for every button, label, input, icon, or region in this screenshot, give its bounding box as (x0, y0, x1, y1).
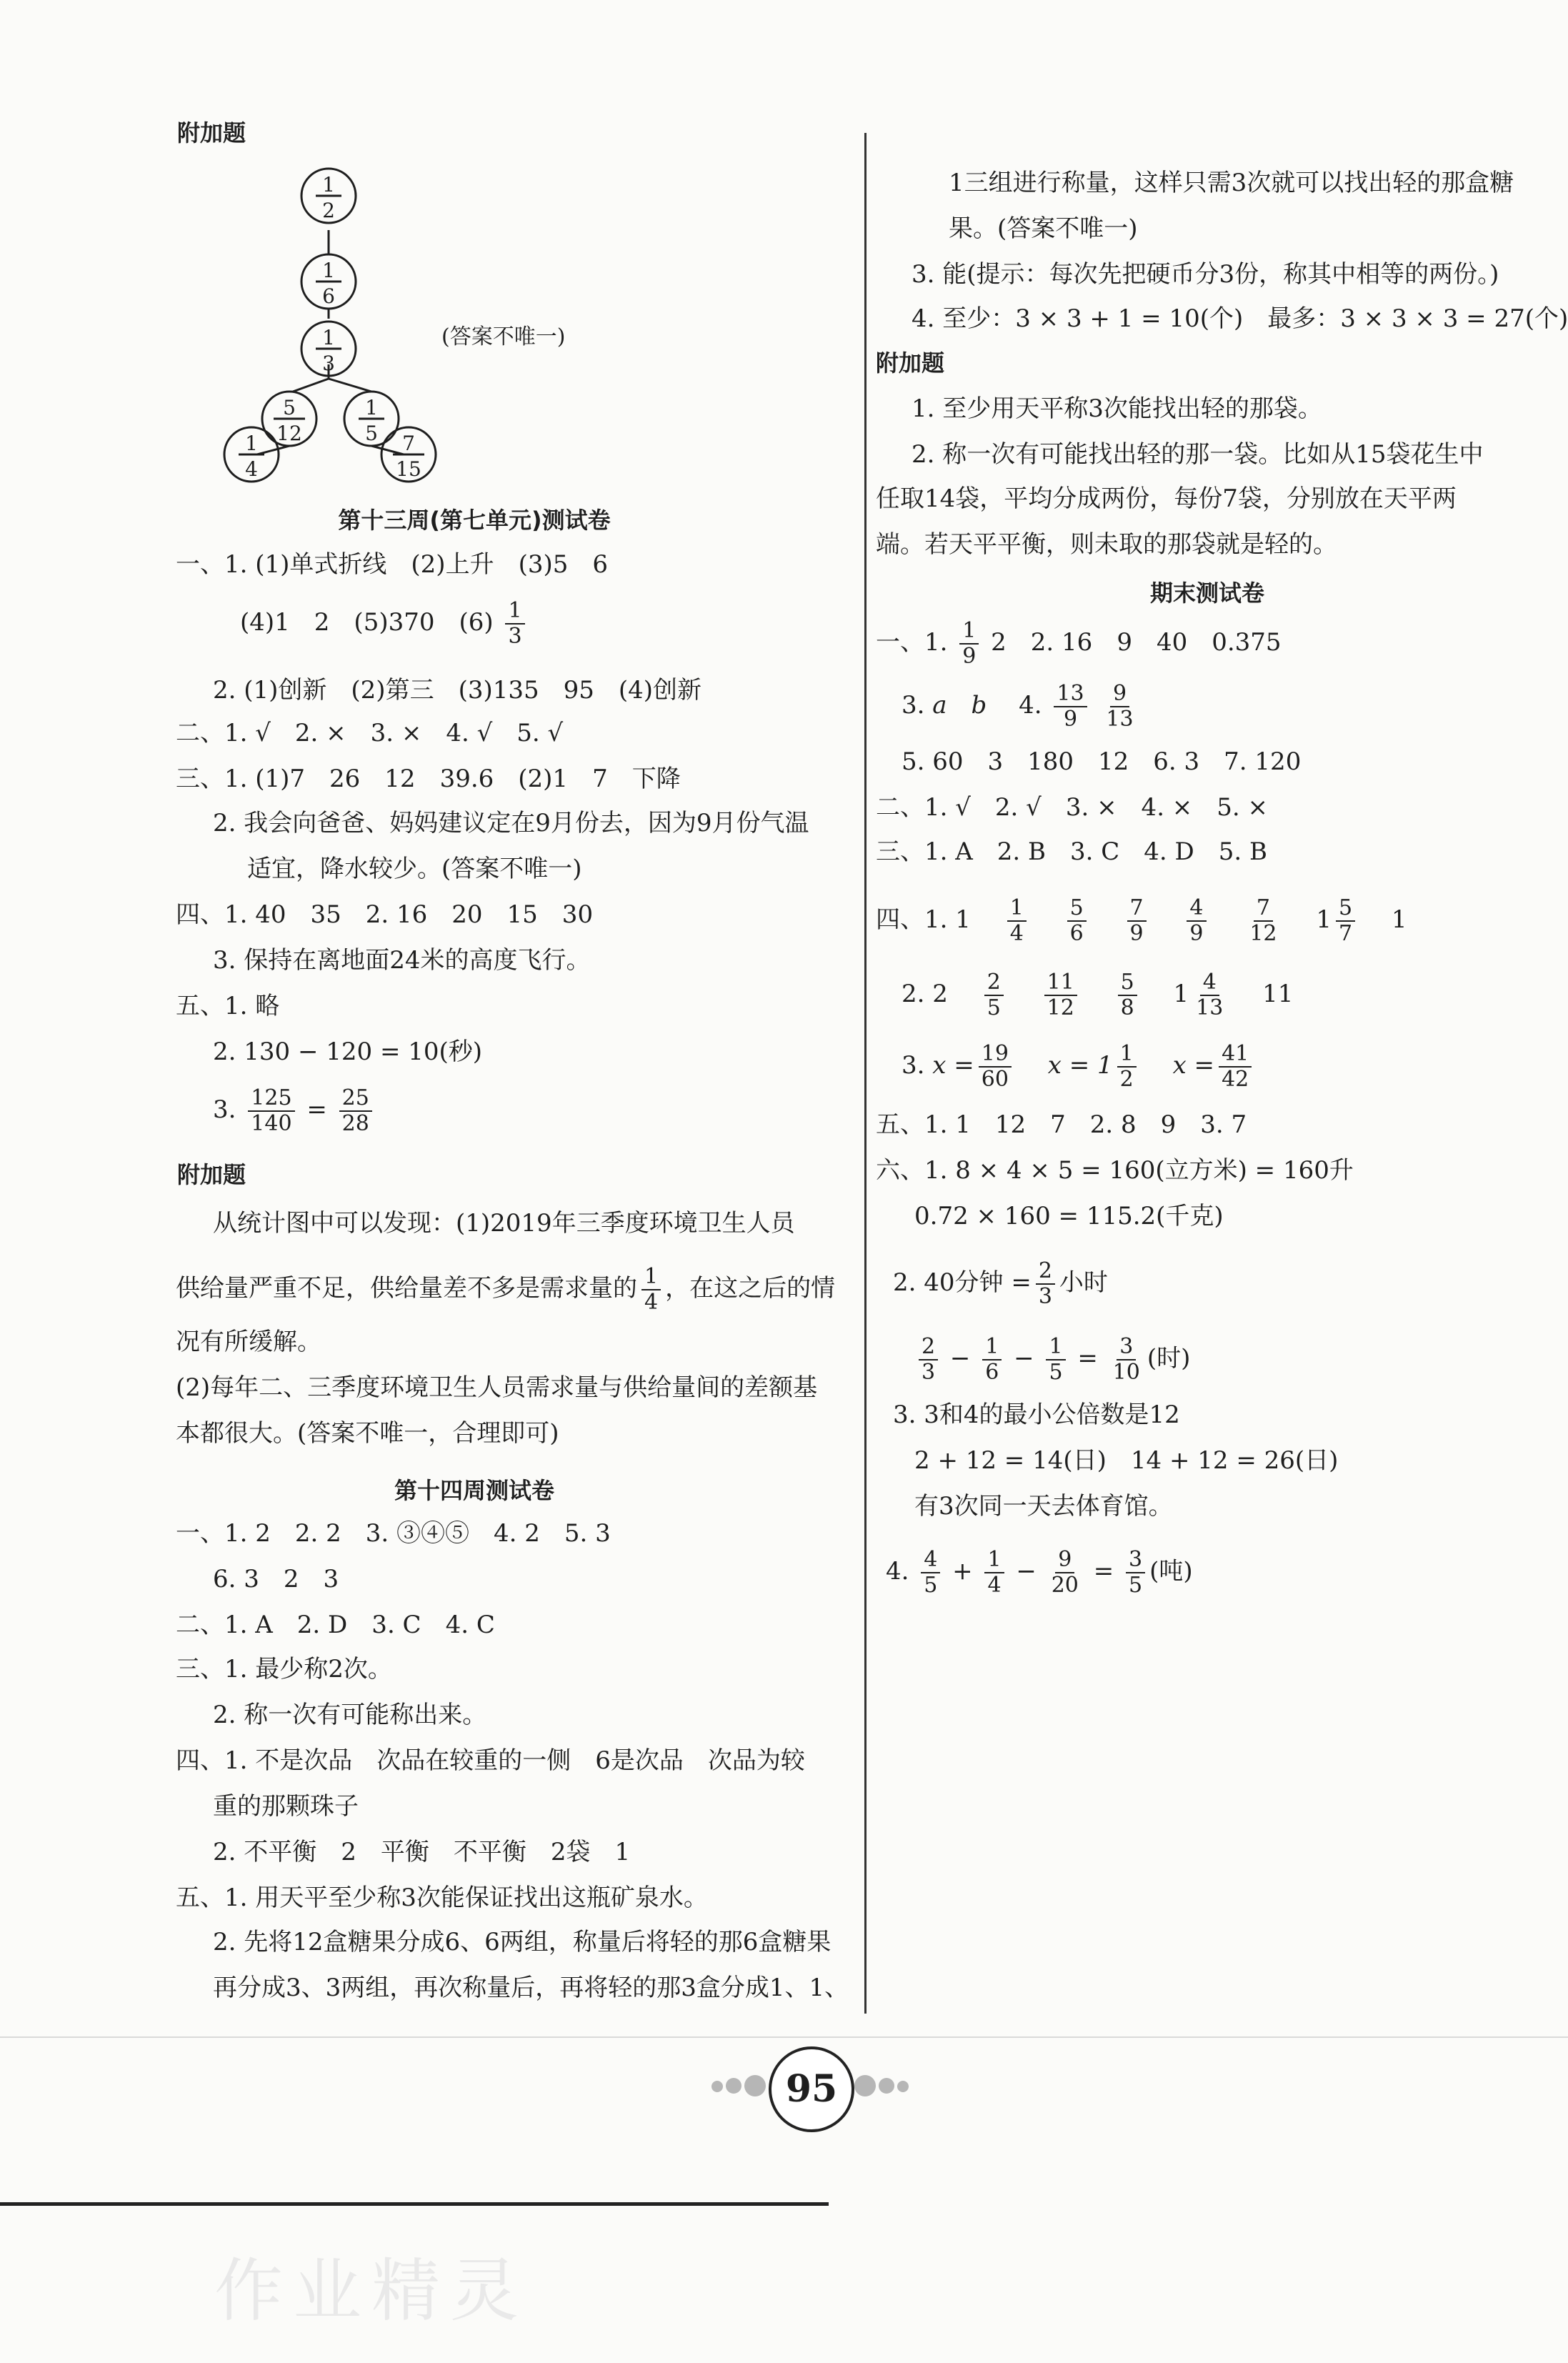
tree-node-4-num: 5 (283, 396, 296, 419)
right-line-8: 端。若天平平衡，则未取的那袋就是轻的。 (876, 530, 1337, 559)
bonus-title-1: 附加题 (177, 119, 246, 146)
w13-line-12: 3. $\frac{125}{140}$ = $\frac{25}{28}$ (213, 1086, 376, 1136)
w14-line-1: 一、1. 2 2. 2 3. ③④⑤ 4. 2 5. 3 (176, 1519, 611, 1548)
fraction-tree-diagram (214, 161, 450, 490)
w14-line-6: 四、1. 不是次品 次品在较重的一侧 6是次品 次品为较 (176, 1746, 805, 1775)
footer-rule (0, 2036, 1568, 2038)
fraction: $\frac{1}{4}$ (984, 1548, 1004, 1598)
final-exam-title: 期末测试卷 (1149, 579, 1264, 607)
bottom-bar (0, 2202, 829, 2206)
fraction: $\frac{4}{9}$ (1187, 896, 1206, 946)
fraction: $\frac{5}{7}$ (1336, 896, 1355, 946)
w14-line-2: 6. 3 2 3 (213, 1565, 339, 1593)
tree-node-7-den: 15 (396, 457, 421, 481)
fraction: $\frac{19}{60}$ (979, 1042, 1012, 1092)
w13-line-4: 二、1. √ 2. × 3. × 4. √ 5. √ (176, 719, 564, 747)
bonus2-line-3: 况有所缓解。 (176, 1328, 321, 1356)
fraction: $\frac{5}{8}$ (1118, 970, 1137, 1020)
right-line-7: 任取14袋，平均分成两份，每份7袋，分别放在天平两 (876, 484, 1457, 513)
final-line-12: 2. 40分钟 = $\frac{2}{3}$ 小时 (893, 1258, 1108, 1309)
w13-line-2 (240, 599, 529, 649)
w14-line-8: 2. 不平衡 2 平衡 不平衡 2袋 1 (213, 1838, 631, 1866)
column-divider (864, 133, 867, 2014)
tree-node-5-den: 5 (365, 422, 378, 445)
right-line-2: 果。(答案不唯一) (949, 214, 1138, 243)
fraction: $\frac{13}{9}$ (1054, 682, 1087, 732)
fraction: $\frac{7}{12}$ (1249, 895, 1277, 946)
w14-line-4: 三、1. 最少称2次。 (176, 1655, 392, 1683)
fraction: $\frac{11}{12}$ (1044, 970, 1077, 1020)
w14-line-9: 五、1. 用天平至少称3次能保证找出这瓶矿泉水。 (176, 1884, 708, 1912)
fraction: $\frac{7}{9}$ (1127, 896, 1147, 946)
w13-line-10: 五、1. 略 (176, 992, 280, 1020)
final-line-5: 三、1. A 2. B 3. C 4. D 5. B (876, 837, 1268, 866)
final-line-10: 六、1. 8 × 4 × 5 = 160(立方米) = 160升 (876, 1156, 1354, 1185)
final-line-13: $\frac{2}{3}$ − $\frac{1}{6}$ − $\frac{1}{5}$ = $\frac{3}{10}$ (时) (914, 1335, 1190, 1385)
fraction: $\frac{2}{3}$ (1036, 1259, 1055, 1309)
fraction: $\frac{2}{3}$ (919, 1335, 938, 1385)
tree-note: (答案不唯一) (441, 324, 566, 349)
tree-node-3-num: 1 (322, 326, 335, 349)
fraction: $\frac{9}{20}$ (1051, 1547, 1079, 1598)
final-line-11: 0.72 × 160 = 115.2(千克) (914, 1202, 1224, 1230)
bonus2-line-1: 从统计图中可以发现：(1)2019年三季度环境卫生人员 (213, 1209, 795, 1238)
final-line-7: 2. 2 $\frac{2}{5}$ $\frac{11}{12}$ $\frac{5}{8}$ 1 $\frac{4}{13}$ 11 (902, 970, 1294, 1020)
w13-line-6: 2. 我会向爸爸、妈妈建议定在9月份去，因为9月份气温 (213, 809, 809, 837)
tree-node-2-den: 6 (322, 284, 335, 308)
fraction: $\frac{3}{10}$ (1112, 1334, 1140, 1385)
fraction: $\frac{1}{2}$ (1117, 1042, 1137, 1092)
week13-title: 第十三周(第七单元)测试卷 (338, 507, 611, 534)
fraction: $\frac{1}{5}$ (1046, 1335, 1065, 1385)
fraction: $\frac{5}{6}$ (1067, 896, 1087, 946)
fraction: $\frac{4}{13}$ (1196, 970, 1224, 1020)
watermark: 作业精灵 (214, 2251, 529, 2331)
w14-line-7: 重的那颗珠子 (213, 1792, 359, 1821)
final-line-6: 四、1. 1 $\frac{1}{4}$ $\frac{5}{6}$ $\frac{7}{9}$ $\frac{4}{9}$ $\frac{7}{12}$ 1 $\frac{5}{7}$ 1 (876, 895, 1407, 946)
tree-node-4-den: 12 (276, 422, 302, 445)
fraction: $\frac{3}{5}$ (1126, 1548, 1145, 1598)
w13-line-5: 三、1. (1)7 26 12 39.6 (2)1 7 下降 (176, 765, 681, 793)
fraction: $\frac{9}{13}$ (1106, 681, 1134, 732)
footer-dot (726, 2078, 741, 2094)
final-line-8: 3. x = $\frac{19}{60}$ x = 1 $\frac{1}{2}$ x = $\frac{41}{42}$ (902, 1042, 1256, 1092)
bonus-title-3: 附加题 (876, 349, 945, 377)
tree-node-7-num: 7 (402, 432, 415, 455)
w14-line-10: 2. 先将12盒糖果分成6、6两组，称量后将轻的那6盒糖果 (213, 1928, 832, 1956)
tree-node-6-num: 1 (245, 432, 258, 455)
right-line-6: 2. 称一次有可能找出轻的那一袋。比如从15袋花生中 (912, 440, 1484, 469)
tree-node-1-num: 1 (322, 173, 335, 196)
bonus2-line-2: 供给量严重不足，供给量差不多是需求量的 $\frac{1}{4}$ ，在这之后的情 (176, 1264, 836, 1315)
fraction: $\frac{2}{5}$ (984, 970, 1004, 1020)
footer-dot (879, 2078, 894, 2094)
page-number: 95 (769, 2046, 854, 2132)
right-line-4: 4. 至少：3 × 3 + 1 = 10(个) 最多：3 × 3 × 3 = 27(个) (912, 304, 1568, 333)
right-line-1: 1三组进行称量，这样只需3次就可以找出轻的那盒糖 (949, 169, 1514, 197)
w13-line-11: 2. 130 − 120 = 10(秒) (213, 1038, 483, 1066)
right-line-5: 1. 至少用天平称3次能找出轻的那袋。 (912, 394, 1322, 423)
final-line-15: 2 + 12 = 14(日) 14 + 12 = 26(日) (914, 1446, 1339, 1475)
footer-dot (744, 2075, 766, 2096)
w14-line-3: 二、1. A 2. D 3. C 4. C (176, 1611, 495, 1639)
w14-line-11: 再分成3、3两组，再次称量后，再将轻的那3盒分成1、1、 (213, 1974, 849, 2002)
w13-line-8: 四、1. 40 35 2. 16 20 15 30 (176, 900, 594, 929)
tree-node-2-num: 1 (322, 259, 335, 282)
fraction: $\frac{25}{28}$ (339, 1086, 372, 1136)
footer-dot (854, 2075, 876, 2096)
w13-line-9: 3. 保持在离地面24米的高度飞行。 (213, 946, 591, 975)
w13-line-7: 适宜，降水较少。(答案不唯一) (247, 855, 582, 883)
bonus2-line-4: (2)每年二、三季度环境卫生人员需求量与供给量间的差额基 (176, 1373, 818, 1402)
fraction: $\frac{4}{5}$ (921, 1548, 940, 1598)
week14-title: 第十四周测试卷 (394, 1477, 554, 1504)
fraction: $\frac{125}{140}$ (248, 1086, 294, 1136)
final-line-4: 二、1. √ 2. √ 3. × 4. × 5. × (876, 793, 1269, 822)
fraction: $\frac{1}{4}$ (1007, 896, 1027, 946)
fraction: $\frac{1}{3}$ (505, 599, 524, 649)
final-line-16: 有3次同一天去体育馆。 (914, 1492, 1173, 1521)
final-line-9: 五、1. 1 12 7 2. 8 9 3. 7 (876, 1110, 1247, 1139)
w13-line-3: 2. (1)创新 (2)第三 (3)135 95 (4)创新 (213, 676, 702, 705)
final-line-17: 4. $\frac{4}{5}$ + $\frac{1}{4}$ − $\frac{9}{20}$ = $\frac{3}{5}$ (吨) (886, 1547, 1193, 1598)
bonus-title-2: 附加题 (177, 1161, 246, 1188)
final-line-3: 5. 60 3 180 12 6. 3 7. 120 (902, 747, 1302, 776)
tree-node-6-den: 4 (245, 457, 258, 481)
final-line-1: 一、1. $\frac{1}{9}$ 2 2. 16 9 40 0.375 (876, 618, 1282, 669)
final-line-2: 3. a b 4. $\frac{13}{9}$ $\frac{9}{13}$ (902, 682, 1141, 732)
tree-node-1-den: 2 (322, 199, 335, 222)
fraction: $\frac{41}{42}$ (1219, 1042, 1252, 1092)
w13-line-1: 一、1. (1)单式折线 (2)上升 (3)5 6 (176, 550, 608, 579)
footer-dot (897, 2081, 909, 2092)
tree-node-3-den: 3 (322, 352, 335, 375)
fraction: $\frac{1}{6}$ (982, 1335, 1002, 1385)
fraction: $\frac{1}{4}$ (641, 1265, 661, 1315)
bonus2-line-5: 本都很大。(答案不唯一，合理即可) (176, 1419, 559, 1448)
tree-node-5-num: 1 (365, 396, 378, 419)
footer-dot (711, 2081, 723, 2092)
fraction: $\frac{1}{9}$ (959, 619, 979, 669)
right-line-3: 3. 能(提示：每次先把硬币分3份，称其中相等的两份。) (912, 260, 1499, 289)
w13-line-2-text: (4)1 2 (5)370 (6) (240, 608, 494, 637)
w14-line-5: 2. 称一次有可能称出来。 (213, 1701, 487, 1729)
final-line-14: 3. 3和4的最小公倍数是12 (893, 1401, 1180, 1429)
